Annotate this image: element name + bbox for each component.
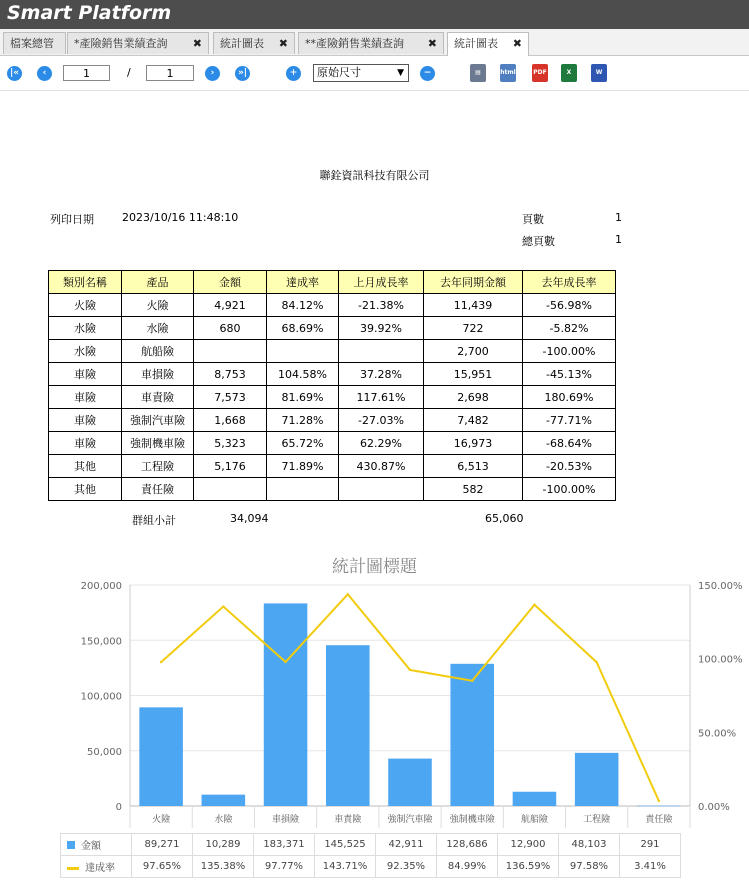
x-tick-label: 車損險 [272, 815, 300, 825]
table-cell: -20.53% [523, 455, 616, 478]
current-page-input[interactable]: 1 [63, 65, 110, 81]
table-cell: 722 [424, 317, 523, 340]
tab-chart-1[interactable] [213, 32, 295, 54]
table-cell [194, 340, 267, 363]
legend-label: 達成率 [85, 863, 115, 874]
table-cell: 15,951 [424, 363, 523, 386]
table-cell [267, 478, 339, 501]
bar [575, 753, 619, 806]
table-row [49, 432, 616, 455]
y-left-tick-label: 150,000 [80, 636, 122, 648]
y-right-tick-label: 50.00% [698, 728, 737, 740]
column-header: 金額 [194, 271, 267, 294]
bar [513, 792, 557, 806]
table-row [49, 340, 616, 363]
table-cell: 71.28% [267, 409, 339, 432]
word-icon[interactable]: W [591, 64, 607, 82]
data-table-cell: 12,900 [498, 834, 559, 856]
table-cell: 車險 [49, 386, 122, 409]
table-cell: 車責險 [122, 386, 194, 409]
page-label: 頁數 [522, 213, 544, 226]
table-cell: -100.00% [523, 340, 616, 363]
column-header: 上月成長率 [339, 271, 424, 294]
tab-chart-2[interactable] [447, 32, 529, 56]
company-name: 聯銓資訊科技有限公司 [319, 169, 430, 182]
page-separator: / [127, 66, 131, 79]
subtotal-label: 群組小計 [132, 514, 176, 527]
bar [450, 664, 494, 806]
data-table-cell: 97.58% [559, 856, 620, 878]
line-swatch-icon [67, 867, 79, 870]
table-cell: 車險 [49, 363, 122, 386]
table-cell: 1,668 [194, 409, 267, 432]
data-table-cell: 291 [620, 834, 681, 856]
combo-chart [0, 570, 749, 833]
table-cell: 16,973 [424, 432, 523, 455]
y-right-tick-label: 0.00% [698, 802, 730, 813]
total-pages-value: 1 [615, 233, 622, 246]
prev-page-icon[interactable]: ‹ [37, 66, 52, 81]
data-table-cell: 42,911 [376, 834, 437, 856]
table-cell: 582 [424, 478, 523, 501]
table-cell: -77.71% [523, 409, 616, 432]
x-tick-label: 責任險 [645, 815, 673, 825]
table-cell: 水險 [49, 317, 122, 340]
table-cell: 5,176 [194, 455, 267, 478]
bar [637, 806, 681, 807]
table-row [49, 386, 616, 409]
table-cell: 2,698 [424, 386, 523, 409]
table-cell [339, 478, 424, 501]
y-right-tick-label: 150.00% [698, 581, 743, 592]
x-tick-label: 水險 [214, 815, 233, 825]
data-table-cell: 136.59% [498, 856, 559, 878]
close-icon[interactable]: ✖ [192, 37, 202, 50]
chart-title: 統計圖標題 [332, 557, 417, 577]
table-cell: -45.13% [523, 363, 616, 386]
table-cell: 強制機車險 [122, 432, 194, 455]
table-cell: 84.12% [267, 294, 339, 317]
table-row [49, 478, 616, 501]
data-table-cell: 143.71% [315, 856, 376, 878]
rate-point [533, 604, 535, 606]
y-left-tick-label: 0 [115, 802, 122, 813]
tab-sales-query-2[interactable] [298, 32, 444, 54]
rate-point [347, 593, 349, 595]
table-cell: 430.87% [339, 455, 424, 478]
table-cell: -21.38% [339, 294, 424, 317]
table-cell: 81.69% [267, 386, 339, 409]
table-cell: 7,573 [194, 386, 267, 409]
table-cell: 5,323 [194, 432, 267, 455]
column-header: 類別名稱 [49, 271, 122, 294]
tab-label: 統計圖表 [454, 37, 498, 50]
table-cell: 11,439 [424, 294, 523, 317]
bar [264, 603, 308, 806]
rate-point [222, 605, 224, 607]
column-header: 產品 [122, 271, 194, 294]
y-left-tick-label: 50,000 [87, 746, 122, 758]
table-cell: 7,482 [424, 409, 523, 432]
chevron-down-icon: ▼ [397, 68, 404, 78]
x-tick-label: 車責險 [334, 815, 362, 825]
data-table-cell: 183,371 [254, 834, 315, 856]
data-table-cell: 48,103 [559, 834, 620, 856]
table-cell: 6,513 [424, 455, 523, 478]
x-tick-label: 火險 [152, 815, 171, 825]
table-cell: -100.00% [523, 478, 616, 501]
table-cell: 火險 [49, 294, 122, 317]
rate-point [595, 661, 597, 663]
y-left-tick-label: 100,000 [80, 691, 122, 703]
table-row [49, 294, 616, 317]
table-cell: 車損險 [122, 363, 194, 386]
zoom-out-icon[interactable]: − [420, 66, 435, 81]
bar-swatch-icon [67, 841, 75, 849]
zoom-select[interactable] [313, 64, 409, 82]
table-cell: 39.92% [339, 317, 424, 340]
print-date-label: 列印日期 [50, 213, 94, 226]
html-icon[interactable]: html [500, 64, 516, 82]
legend-entry-amount[interactable] [61, 834, 132, 856]
rate-point [409, 669, 411, 671]
rate-point [658, 800, 660, 802]
report-toolbar [0, 56, 749, 91]
tab-file-explorer[interactable] [3, 32, 66, 54]
y-left-tick-label: 200,000 [80, 581, 122, 592]
data-table-cell: 97.77% [254, 856, 315, 878]
table-cell: -56.98% [523, 294, 616, 317]
table-row [49, 409, 616, 432]
table-cell: 火險 [122, 294, 194, 317]
tab-sales-query-1[interactable] [67, 32, 209, 54]
table-cell: 水險 [122, 317, 194, 340]
x-tick-label: 航船險 [520, 815, 548, 825]
table-cell: 水險 [49, 340, 122, 363]
table-cell: -5.82% [523, 317, 616, 340]
print-date-value: 2023/10/16 11:48:10 [122, 211, 239, 224]
zoom-in-icon[interactable]: + [286, 66, 301, 81]
table-cell: 62.29% [339, 432, 424, 455]
report-table [48, 270, 616, 501]
table-cell: -27.03% [339, 409, 424, 432]
tab-bar [0, 29, 749, 56]
data-table-cell: 92.35% [376, 856, 437, 878]
tab-label: **產險銷售業績查詢 [305, 37, 404, 50]
table-cell: 車險 [49, 409, 122, 432]
table-cell: 71.89% [267, 455, 339, 478]
column-header: 去年成長率 [523, 271, 616, 294]
first-page-icon[interactable]: |« [7, 66, 22, 81]
table-cell: 37.28% [339, 363, 424, 386]
bar [202, 795, 246, 806]
close-icon[interactable]: ✖ [427, 37, 437, 50]
table-row [49, 363, 616, 386]
x-tick-label: 強制汽車險 [387, 815, 433, 825]
zoom-value: 原始尺寸 [317, 66, 361, 79]
app-title: Smart Platform [7, 2, 172, 24]
app-title-bar [0, 0, 749, 29]
bar [388, 759, 432, 806]
table-cell: 117.61% [339, 386, 424, 409]
data-table-cell: 10,289 [193, 834, 254, 856]
rate-point [471, 680, 473, 682]
data-table-cell: 97.65% [132, 856, 193, 878]
excel-icon[interactable]: X [561, 64, 577, 82]
bar [326, 645, 370, 806]
table-row [49, 317, 616, 340]
table-cell: -68.64% [523, 432, 616, 455]
table-cell: 其他 [49, 455, 122, 478]
chart-data-table [60, 833, 681, 878]
table-cell: 其他 [49, 478, 122, 501]
table-header-row [49, 271, 616, 294]
table-cell [194, 478, 267, 501]
data-table-cell: 84.99% [437, 856, 498, 878]
table-cell [339, 340, 424, 363]
x-tick-label: 強制機車險 [449, 815, 495, 825]
close-icon[interactable]: ✖ [278, 37, 288, 50]
data-table-cell: 89,271 [132, 834, 193, 856]
legend-entry-rate[interactable] [61, 856, 132, 878]
tab-label: *產險銷售業績查詢 [74, 37, 168, 50]
pdf-icon[interactable]: PDF [532, 64, 548, 82]
close-icon[interactable]: ✖ [512, 37, 522, 50]
rate-point [160, 661, 162, 663]
data-table-cell: 145,525 [315, 834, 376, 856]
table-cell: 680 [194, 317, 267, 340]
data-table-cell: 3.41% [620, 856, 681, 878]
table-cell: 104.58% [267, 363, 339, 386]
subtotal-amount: 34,094 [230, 512, 269, 525]
table-cell: 2,700 [424, 340, 523, 363]
table-cell: 工程險 [122, 455, 194, 478]
total-pages-field: 1 [146, 65, 194, 81]
table-cell: 車險 [49, 432, 122, 455]
y-right-tick-label: 100.00% [698, 654, 743, 666]
total-pages-label: 總頁數 [522, 235, 555, 248]
table-cell: 68.69% [267, 317, 339, 340]
bar [139, 707, 183, 806]
data-table-cell: 135.38% [193, 856, 254, 878]
table-cell: 航船險 [122, 340, 194, 363]
table-cell: 責任險 [122, 478, 194, 501]
next-page-icon[interactable]: › [205, 66, 220, 81]
rate-point [284, 661, 286, 663]
table-cell [267, 340, 339, 363]
table-cell: 4,921 [194, 294, 267, 317]
page-value: 1 [615, 211, 622, 224]
table-cell: 8,753 [194, 363, 267, 386]
table-row [61, 856, 681, 878]
table-cell: 強制汽車險 [122, 409, 194, 432]
table-row [61, 834, 681, 856]
tab-label: 統計圖表 [220, 37, 264, 50]
table-cell: 180.69% [523, 386, 616, 409]
subtotal-last-year: 65,060 [485, 512, 524, 525]
print-icon[interactable]: ▤ [470, 64, 486, 82]
table-row [49, 455, 616, 478]
legend-label: 金額 [81, 841, 101, 852]
column-header: 去年同期金額 [424, 271, 523, 294]
data-table-cell: 128,686 [437, 834, 498, 856]
last-page-icon[interactable]: »| [235, 66, 250, 81]
tab-label: 檔案總管 [10, 37, 54, 50]
column-header: 達成率 [267, 271, 339, 294]
x-tick-label: 工程險 [583, 815, 611, 825]
table-cell: 65.72% [267, 432, 339, 455]
